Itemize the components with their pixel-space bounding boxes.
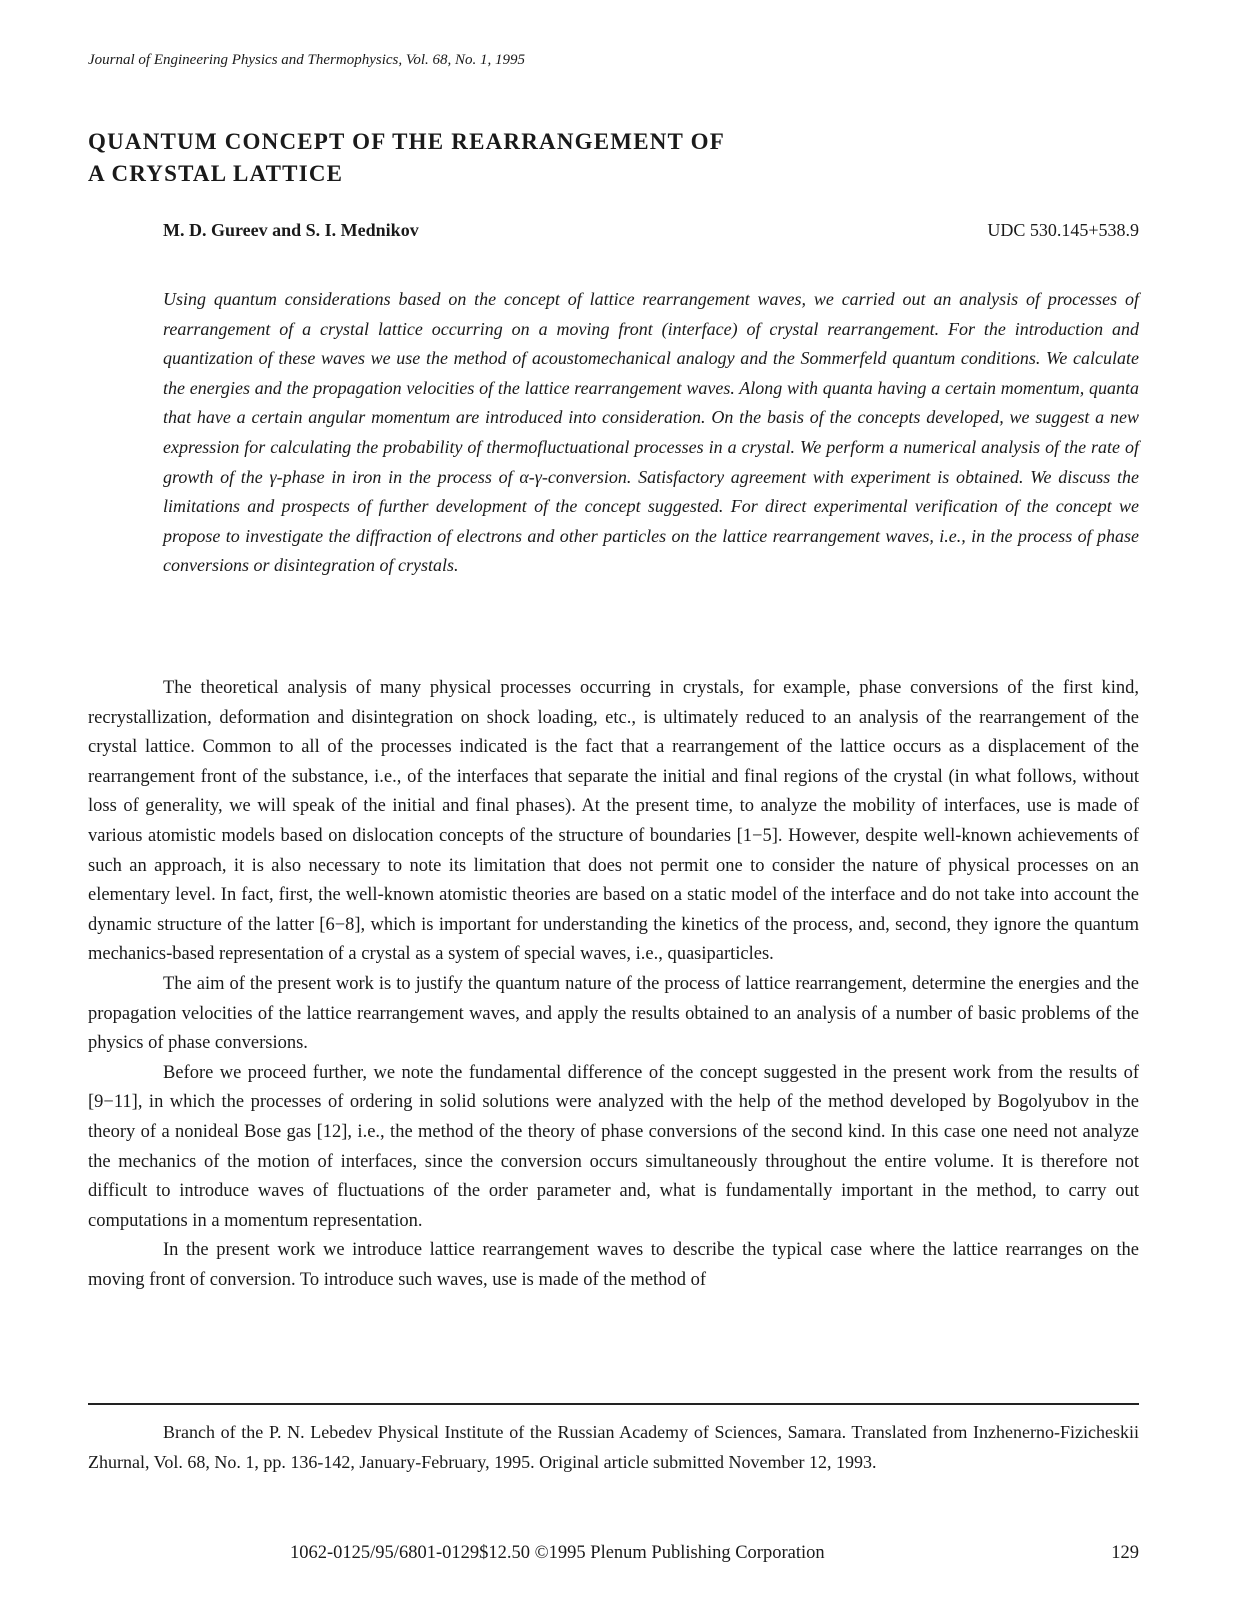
footnote-divider <box>88 1403 1139 1405</box>
body-text <box>88 674 1139 1295</box>
paragraph: The aim of the present work is to justify the quantum nature of the process of lattice rearrangement, determine the energies and the propagation velocities of the lattice rearrangement waves, and apply the results obtained to an analysis of a number of basic problems of the physics of phase conversions. <box>88 973 1139 1054</box>
copyright-line: 1062-0125/95/6801-0129$12.50 ©1995 Plenum Publishing Corporation <box>290 1543 825 1563</box>
article-title <box>88 126 848 190</box>
paragraph: Before we proceed further, we note the fundamental difference of the concept suggested in the present work from the results of [9−11], in which the processes of ordering in solid solutions were analyzed with the help of the method developed by Bogolyubov in the theory of a nonideal Bose gas [12], i.e., the method of the theory of phase conversions of the second kind. In this case one need not analyze the mechanics of the motion of interfaces, since the conversion occurs simultaneously throughout the entire volume. It is therefore not difficult to introduce waves of fluctuations of the order parameter and, what is fundamentally important in the method, to carry out computations in a momentum representation. <box>88 1062 1139 1231</box>
paragraph: The theoretical analysis of many physical processes occurring in crystals, for example, phase conversions of the first kind, recrystallization, deformation and disintegration on shock loading, etc., is ultimately reduced to an analysis of the rearrangement of the crystal lattice. Common to all of the processes indicated is the fact that a rearrangement of the lattice occurs as a displacement of the rearrangement front of the substance, i.e., of the interfaces that separate the initial and final regions of the crystal (in what follows, without loss of generality, we will speak of the initial and final phases). At the present time, to analyze the mobility of interfaces, use is made of various atomistic models based on dislocation concepts of the structure of boundaries [1−5]. However, despite well-known achievements of such an approach, it is also necessary to note its limitation that does not permit one to consider the nature of physical processes on an elementary level. In fact, first, the well-known atomistic theories are based on a static model of the interface and do not take into account the dynamic structure of the latter [6−8], which is important for understanding the kinetics of the process, and, second, they ignore the quantum mechanics-based representation of a crystal as a system of special waves, i.e., quasiparticles. <box>88 678 1139 965</box>
udc-code: UDC 530.145+538.9 <box>987 220 1139 240</box>
abstract: Using quantum considerations based on the concept of lattice rearrangement waves, we carried out an analysis of processes of rearrangement of a crystal lattice occurring on a moving front (interface) of crystal rearrangement. For the introduction and quantization of these waves we use the method of acoustomechanical analogy and the Sommerfeld quantum conditions. We calculate the energies and the propagation velocities of the lattice rearrangement waves. Along with quanta having a certain momentum, quanta that have a certain angular momentum are introduced into consideration. On the basis of the concepts developed, we suggest a new expression for calculating the probability of thermofluctuational processes in a crystal. We perform a numerical analysis of the rate of growth of the γ-phase in iron in the process of α-γ-conversion. Satisfactory agreement with experiment is obtained. We discuss the limitations and prospects of further development of the concept suggested. For direct experimental verification of the concept we propose to investigate the diffraction of electrons and other particles on the lattice rearrangement waves, i.e., in the process of phase conversions or disintegration of crystals. <box>163 289 1139 576</box>
authors: M. D. Gureev and S. I. Mednikov <box>163 220 419 240</box>
journal-header: Journal of Engineering Physics and Thermophysics, Vol. 68, No. 1, 1995 <box>88 52 526 68</box>
paragraph: In the present work we introduce lattice rearrangement waves to describe the typical case where the lattice rearranges on the moving front of conversion. To introduce such waves, use is made of the method of <box>88 1240 1139 1290</box>
title-line-2: A CRYSTAL LATTICE <box>88 161 344 186</box>
title-line-1: QUANTUM CONCEPT OF THE REARRANGEMENT OF <box>88 129 725 154</box>
footnote: Branch of the P. N. Lebedev Physical Institute of the Russian Academy of Sciences, Samara. Translated from Inzhenerno-Fizicheskii Zhurnal, Vol. 68, No. 1, pp. 136-142, January-February, 1995. Original article submitted November 12, 1993. <box>88 1422 1139 1472</box>
page-number: 129 <box>1111 1543 1139 1563</box>
